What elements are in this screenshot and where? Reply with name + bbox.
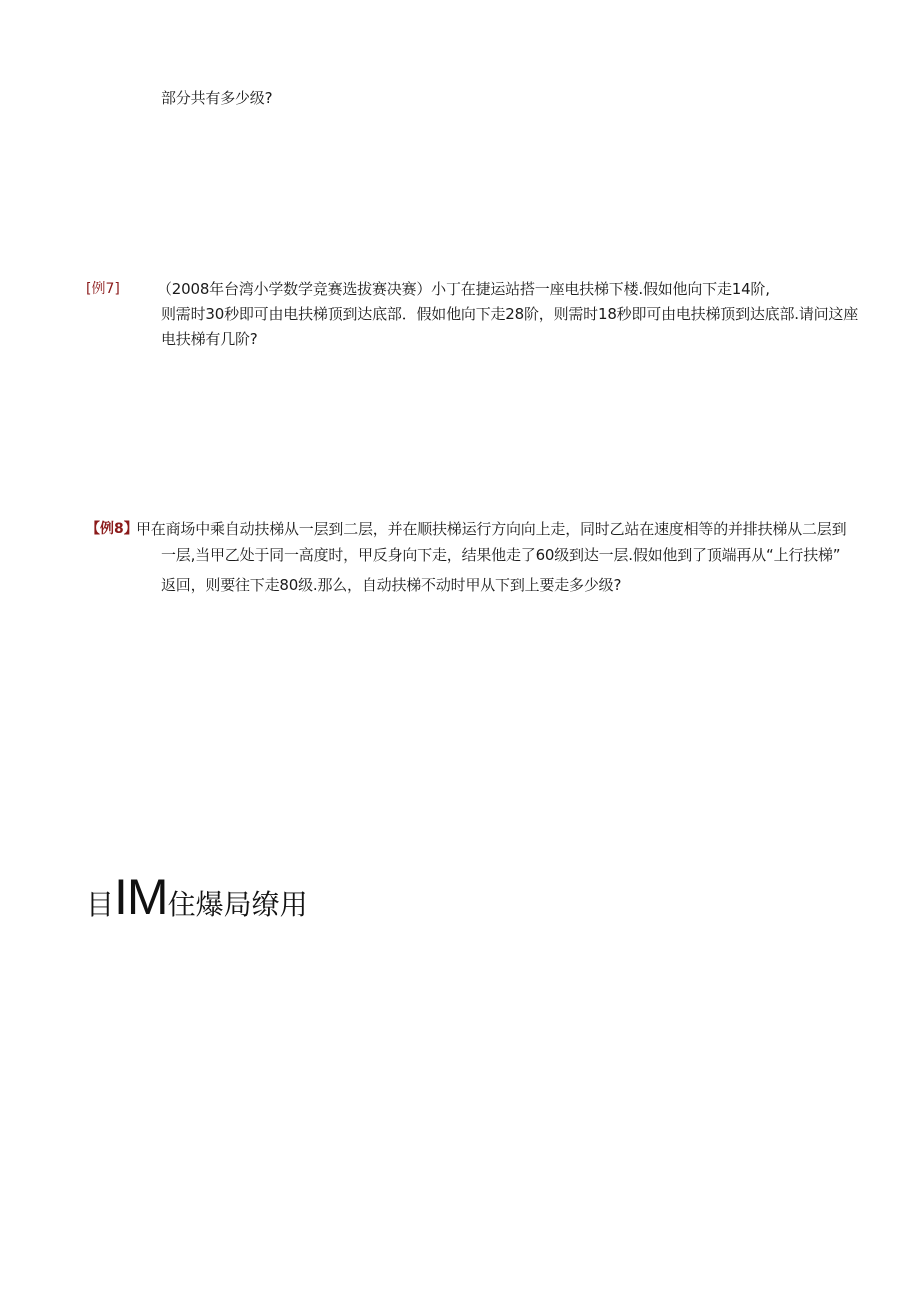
example-7-line-3: 电扶梯有几阶? <box>161 330 258 348</box>
example-8-line-2: 一层,当甲乙处于同一高度时，甲反身向下走，结果他走了60级到达一层.假如他到了顶端再从“上行扶梯” <box>161 546 841 564</box>
example-7-label: [例7] <box>86 281 120 297</box>
example-8-label: 【例8】 <box>86 521 138 537</box>
section-heading-part-2: IM <box>114 869 168 925</box>
section-heading-part-3: 住爆局缭用 <box>167 888 308 921</box>
section-heading <box>86 868 308 926</box>
example-8-line-3: 返回，则要往下走80级.那么，自动扶梯不动时甲从下到上要走多少级? <box>161 576 622 594</box>
section-heading-part-1: 目 <box>86 888 115 921</box>
example-7-line-2: 则需时30秒即可由电扶梯顶到达底部．假如他向下走28阶，则需时18秒即可由电扶梯顶到达底部.请问这座 <box>161 305 859 323</box>
example-8-line-1: 甲在商场中乘自动扶梯从一层到二层，并在顺扶梯运行方向向上走，同时乙站在速度相等的并排扶梯从二层到 <box>136 520 847 538</box>
continuation-line-1: 部分共有多少级? <box>161 89 273 107</box>
example-7-line-1: （2008年台湾小学数学竞赛选拔赛决赛）小丁在捷运站搭一座电扶梯下楼.假如他向下走14阶, <box>157 280 770 298</box>
